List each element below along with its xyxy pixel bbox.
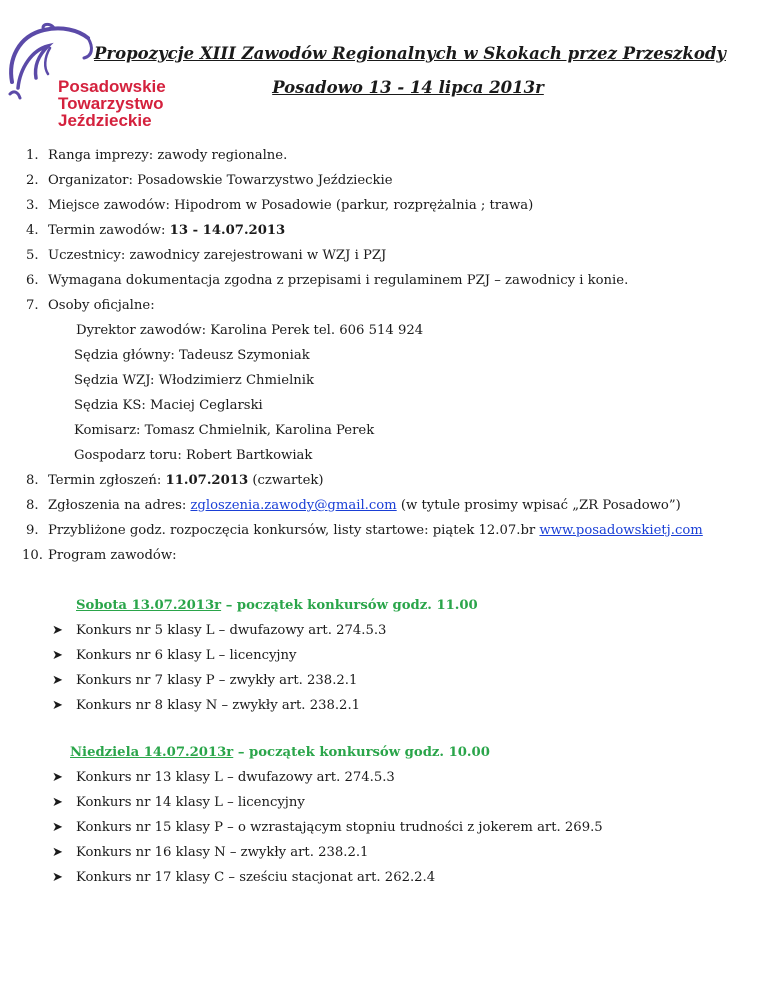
item-number: 4. <box>26 223 39 238</box>
item-number: 6. <box>26 273 39 288</box>
item-text-label: Zgłoszenia na adres: <box>48 498 191 513</box>
arrow-bullet-icon: ➤ <box>52 673 63 688</box>
official-ks-judge: Sędzia KS: Maciej Ceglarski <box>74 398 263 413</box>
item-number: 8. <box>26 498 39 513</box>
arrow-bullet-icon: ➤ <box>52 770 63 785</box>
saturday-heading <box>76 598 478 613</box>
arrow-bullet-icon: ➤ <box>52 698 63 713</box>
arrow-bullet-icon: ➤ <box>52 795 63 810</box>
item-text-label: Przybliżone godz. rozpoczęcia konkursów, listy startowe: piątek 12.07.br <box>48 523 540 538</box>
item-text: Uczestnicy: zawodnicy zarejestrowani w WZJ i PZJ <box>48 248 387 263</box>
event-dates: 13 - 14.07.2013 <box>169 223 286 238</box>
item-text-label: Termin zawodów: <box>48 223 170 238</box>
sunday-date: Niedziela 14.07.2013r <box>70 745 234 760</box>
official-director: Dyrektor zawodów: Karolina Perek tel. 606 514 924 <box>76 323 424 338</box>
arrow-bullet-icon: ➤ <box>52 623 63 638</box>
entry-deadline: 11.07.2013 <box>165 473 249 488</box>
item-text: Ranga imprezy: zawody regionalne. <box>48 148 288 163</box>
official-chief-judge: Sędzia główny: Tadeusz Szymoniak <box>74 348 310 363</box>
website-link[interactable]: www.posadowskietj.com <box>539 523 703 538</box>
item-text-label: Termin zgłoszeń: <box>48 473 166 488</box>
item-text: Program zawodów: <box>48 548 177 563</box>
item-text <box>48 223 285 239</box>
item-number: 10. <box>22 548 43 563</box>
item-text: Osoby oficjalne: <box>48 298 155 313</box>
item-number: 3. <box>26 198 39 213</box>
event-text: Konkurs nr 14 klasy L – licencyjny <box>76 795 305 810</box>
event-text: Konkurs nr 8 klasy N – zwykły art. 238.2.1 <box>76 698 361 713</box>
item-text: Miejsce zawodów: Hipodrom w Posadowie (parkur, rozprężalnia ; trawa) <box>48 198 534 213</box>
item-number: 8. <box>26 473 39 488</box>
item-text <box>48 473 324 489</box>
logo-line-2: Towarzystwo <box>58 94 164 113</box>
official-wzj-judge: Sędzia WZJ: Włodzimierz Chmielnik <box>74 373 314 388</box>
official-course-designer: Gospodarz toru: Robert Bartkowiak <box>74 448 313 463</box>
event-text: Konkurs nr 17 klasy C – sześciu stacjonat art. 262.2.4 <box>76 870 436 885</box>
saturday-start-time: – początek konkursów godz. 11.00 <box>221 598 478 613</box>
item-number: 5. <box>26 248 39 263</box>
logo <box>4 22 194 132</box>
item-number: 9. <box>26 523 39 538</box>
event-text: Konkurs nr 15 klasy P – o wzrastającym stopniu trudności z jokerem art. 269.5 <box>76 820 603 835</box>
event-text: Konkurs nr 16 klasy N – zwykły art. 238.2.1 <box>76 845 369 860</box>
event-text: Konkurs nr 5 klasy L – dwufazowy art. 274.5.3 <box>76 623 387 638</box>
sunday-start-time: – początek konkursów godz. 10.00 <box>233 745 490 760</box>
event-text: Konkurs nr 7 klasy P – zwykły art. 238.2.1 <box>76 673 358 688</box>
document-subtitle: Posadowo 13 - 14 lipca 2013r <box>272 78 544 97</box>
item-text-note: (w tytule prosimy wpisać „ZR Posadowo”) <box>396 498 681 513</box>
saturday-date: Sobota 13.07.2013r <box>76 598 222 613</box>
event-text: Konkurs nr 6 klasy L – licencyjny <box>76 648 297 663</box>
event-text: Konkurs nr 13 klasy L – dwufazowy art. 274.5.3 <box>76 770 395 785</box>
arrow-bullet-icon: ➤ <box>52 870 63 885</box>
logo-line-1: Posadowskie <box>58 77 166 96</box>
item-number: 2. <box>26 173 39 188</box>
item-text: Wymagana dokumentacja zgodna z przepisami i regulaminem PZJ – zawodnicy i konie. <box>48 273 629 288</box>
item-text <box>48 498 681 514</box>
logo-line-3: Jeździeckie <box>58 111 152 130</box>
item-number: 7. <box>26 298 39 313</box>
entry-deadline-weekday: (czwartek) <box>248 473 324 488</box>
official-steward: Komisarz: Tomasz Chmielnik, Karolina Perek <box>74 423 375 438</box>
arrow-bullet-icon: ➤ <box>52 648 63 663</box>
item-text: Organizator: Posadowskie Towarzystwo Jeździeckie <box>48 173 393 188</box>
document-title: Propozycje XIII Zawodów Regionalnych w Skokach przez Przeszkody <box>94 44 726 63</box>
item-number: 1. <box>26 148 39 163</box>
email-link[interactable]: zgloszenia.zawody@gmail.com <box>190 498 397 513</box>
sunday-heading <box>70 745 490 760</box>
arrow-bullet-icon: ➤ <box>52 845 63 860</box>
item-text <box>48 523 703 539</box>
arrow-bullet-icon: ➤ <box>52 820 63 835</box>
